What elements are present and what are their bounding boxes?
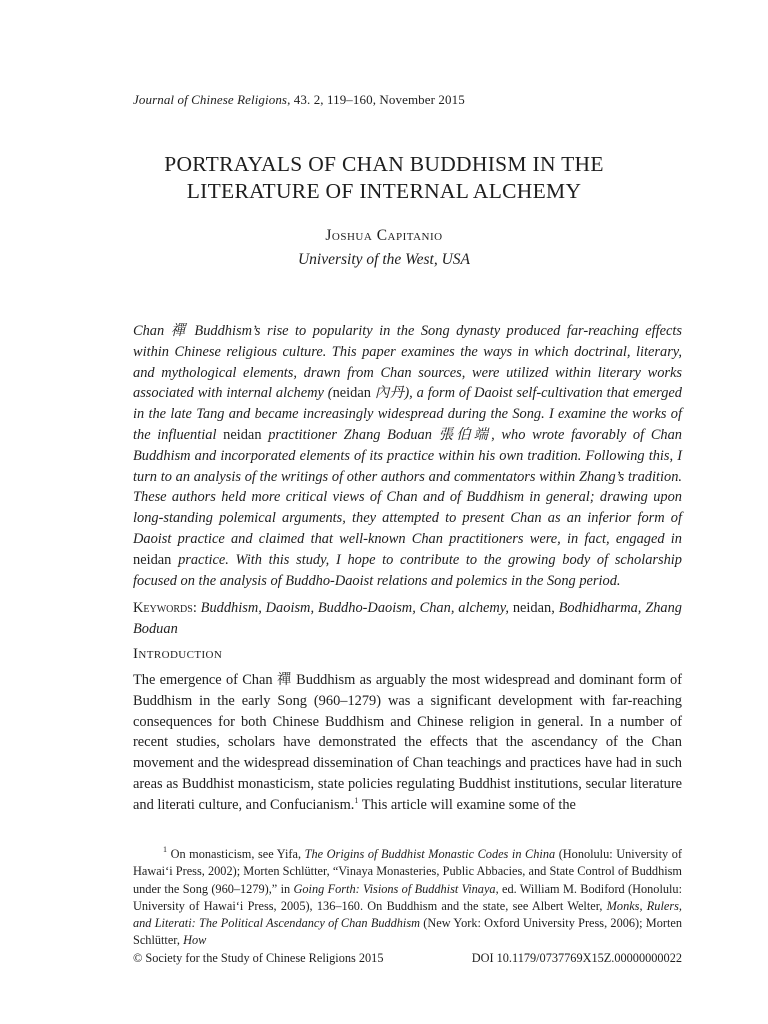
- footnote-book-title: Going Forth: Visions of Buddhist Vinaya: [293, 881, 496, 896]
- footnote-reference[interactable]: 1: [354, 795, 359, 805]
- abstract: [133, 321, 682, 591]
- footnote-book-title: Monks, Rulers, and Literati: The Political Ascendancy of Chan Buddhism: [133, 898, 682, 931]
- footnote-text: , ed. William M. Bodiford (Honolulu: University of Hawai‘i Press, 2005), 136–160. On Buddhism and the state, see Albert Welter,: [133, 881, 683, 913]
- footnote-text: (New York: Oxford University Press, 2006); Morten Schlütter,: [133, 916, 683, 948]
- article-author: Joshua Capitanio: [325, 227, 443, 244]
- body-text: The emergence of Chan 禪 Buddhism as arguably the most widespread and dominant form of Buddhism in the early Song (960–1279) was a significant development with far-reaching consequences for both Chinese Buddhism and Chinese religion in general. In a number of recent studies, scholars have demonstrated the effects that the ascendancy of the Chan movement and the widespread dissemination of Chan teachings and practices have had in such areas as Buddhist monasticism, state policies regulating Buddhist institutions, secular literature and literati culture, and Confucianism.: [133, 672, 682, 813]
- body-paragraph: [133, 670, 682, 816]
- footnote-text: (Honolulu: University of Hawai‘i Press, 2002); Morten Schlütter, “Vinaya Monasteries, Public Abbacies, and State Control of Buddhism under the Song (960–1279),” in: [133, 847, 682, 896]
- journal-name: Journal of Chinese Religions: [133, 92, 288, 107]
- keywords-label: Keywords:: [133, 600, 197, 616]
- doi-link[interactable]: DOI 10.1179/0737769X15Z.00000000022: [471, 951, 682, 965]
- copyright-notice: © Society for the Study of Chinese Religions 2015: [133, 951, 384, 965]
- footnote-number: 1: [163, 845, 167, 854]
- keywords-list-3: Bodhidharma, Zhang Boduan: [133, 600, 682, 637]
- abstract-text-3: practitioner Zhang Boduan 張伯端, who wrote favorably of Chan Buddhism and incorporated elements of its practice within his own tradition. Following this, I turn to an analysis of the writings of other authors and commentators within Zhang’s tradition. These authors held more critical views of Chan and of Buddhism in general; drawing upon long-standing polemical arguments, they attempted to present Chan as an inferior form of Daoist practice and claimed that well-known Chan practitioners were, in fact, engaged in: [133, 426, 683, 547]
- keywords: [133, 598, 682, 640]
- footnote-text: On monasticism, see Yifa,: [167, 847, 305, 861]
- section-heading: Introduction: [133, 646, 223, 662]
- abstract-text-1: Chan 禪 Buddhism’s rise to popularity in the Song dynasty produced far-reaching effects within Chinese religious culture. This paper examines the ways in which doctrinal, literary, and mythological elements, drawn from Chan sources, were utilized within literary works associated with internal alchemy (: [133, 323, 682, 402]
- abstract-term-neidan: neidan: [223, 426, 262, 443]
- abstract-text-4: practice. With this study, I hope to contribute to the growing body of scholarship focused on the analysis of Buddho-Daoist relations and polemics in the Song period.: [133, 551, 682, 589]
- abstract-term-neidan: neidan: [133, 551, 172, 568]
- footnote-book-title: The Origins of Buddhist Monastic Codes in China: [304, 847, 556, 861]
- abstract-term-neidan: neidan: [332, 385, 371, 402]
- keywords-list-2: neidan,: [509, 600, 555, 616]
- journal-citation: , 43. 2, 119–160, November 2015: [287, 92, 465, 107]
- body-text-end: This article will examine some of the: [358, 796, 576, 813]
- abstract-text-2: 內丹), a form of Daoist self-cultivation that emerged in the late Tang and became increasingly widespread during the Song. I examine the works of the influential: [133, 385, 682, 443]
- keywords-list-1: Buddhism, Daoism, Buddho-Daoism, Chan, alchemy,: [196, 600, 509, 616]
- footnote-book-title: How: [183, 933, 207, 948]
- author-affiliation: University of the West, USA: [297, 251, 471, 268]
- footnote: [133, 846, 682, 950]
- article-title: PORTRAYALS OF CHAN BUDDHISM IN THE LITERATURE OF INTERNAL ALCHEMY: [164, 152, 604, 203]
- running-header: [133, 92, 465, 108]
